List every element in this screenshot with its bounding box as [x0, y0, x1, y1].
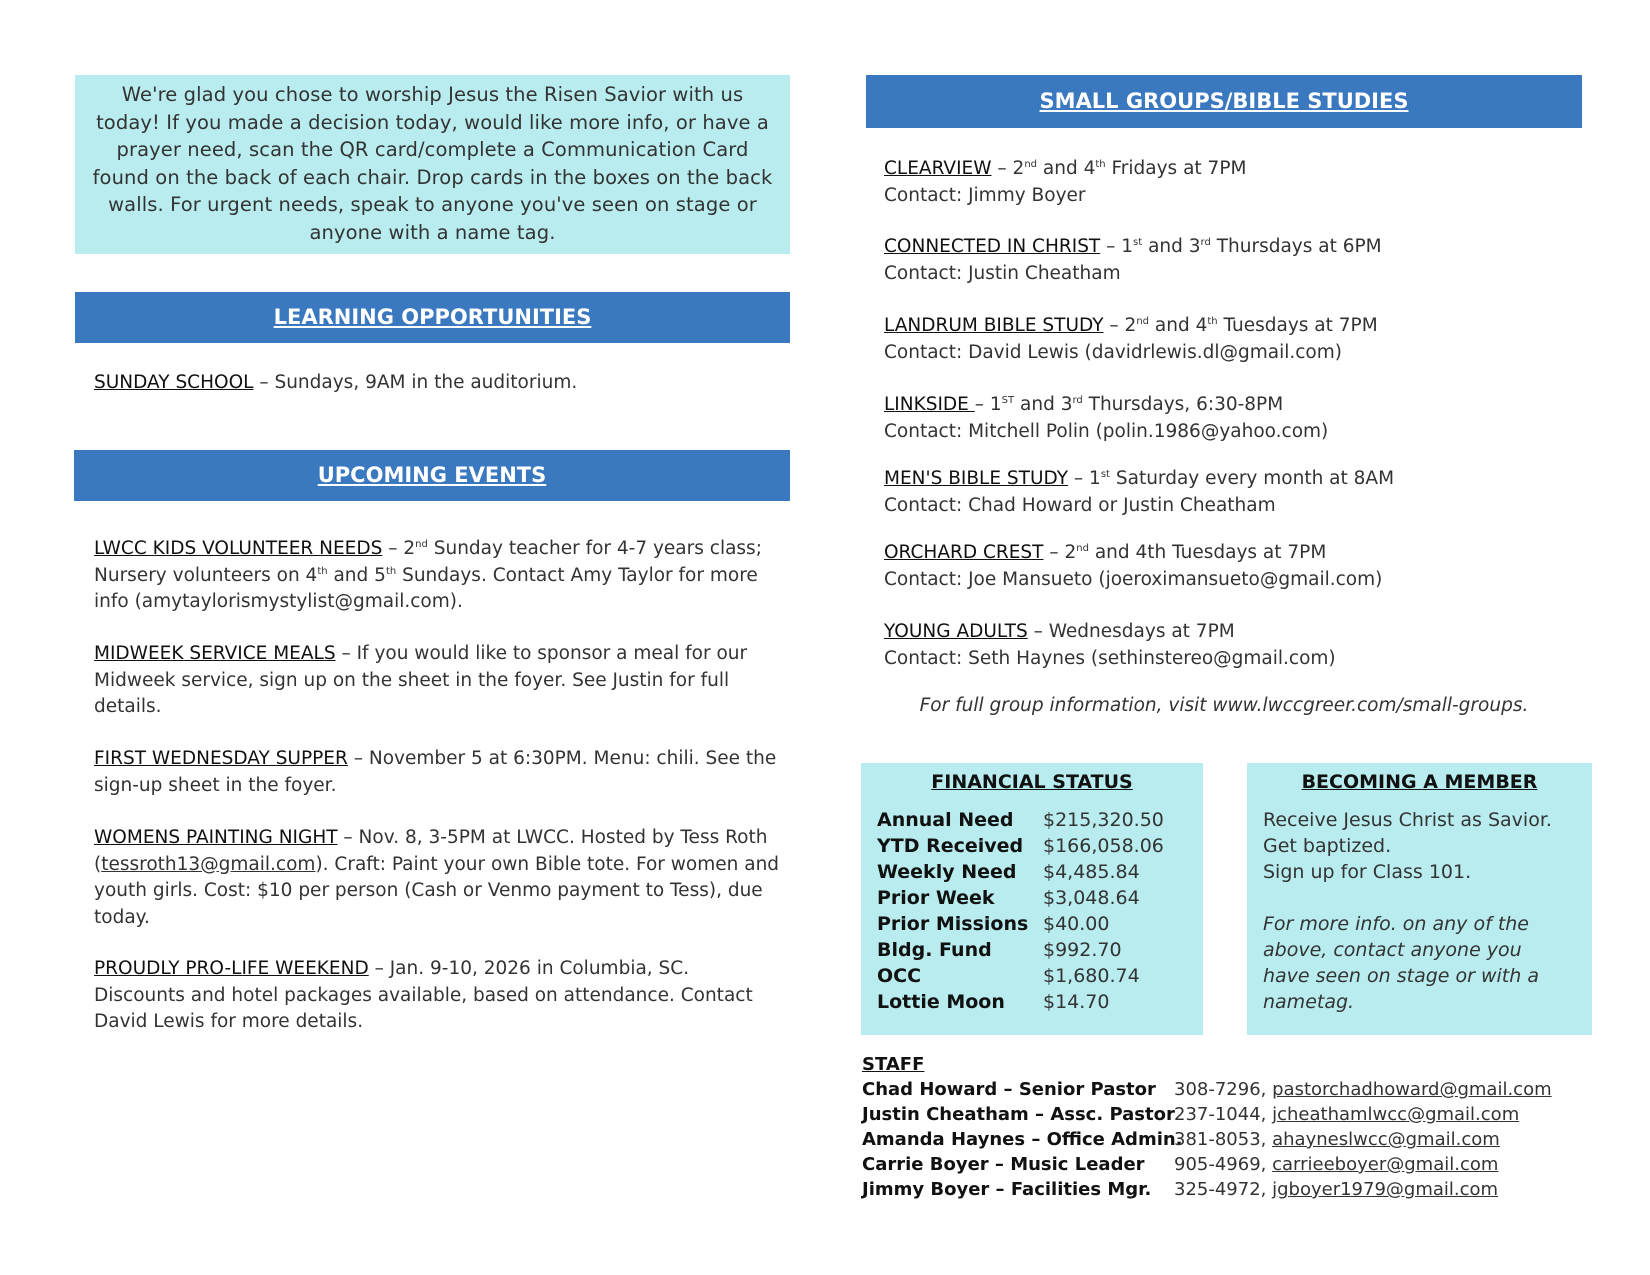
financial-table [877, 807, 1203, 1015]
group-young-adults: YOUNG ADULTS – Wednesdays at 7PM Contact: Seth Haynes (sethinstereo@gmail.com) [884, 619, 1584, 672]
email-link[interactable]: ahayneslwcc@gmail.com [1272, 1129, 1500, 1150]
financial-row: OCC $1,680.74 [877, 965, 1140, 987]
group-title: YOUNG ADULTS [884, 621, 1028, 642]
email-link[interactable]: tessroth13@gmail.com [101, 853, 316, 875]
group-title: CONNECTED IN CHRIST [884, 236, 1101, 257]
becoming-member-title: BECOMING A MEMBER [1301, 771, 1538, 793]
group-title: CLEARVIEW [884, 158, 992, 179]
financial-row: Bldg. Fund $992.70 [877, 939, 1122, 961]
group-title: MEN'S BIBLE STUDY [884, 468, 1069, 489]
staff-row: Jimmy Boyer – Facilities Mgr. 325-4972, jgboyer1979@gmail.com [862, 1179, 1499, 1200]
event-title: FIRST WEDNESDAY SUPPER [94, 748, 348, 769]
email-link[interactable]: pastorchadhoward@gmail.com [1272, 1079, 1552, 1100]
group-contact: Contact: Justin Cheatham [884, 262, 1121, 284]
staff-row: Carrie Boyer – Music Leader 905-4969, carrieeboyer@gmail.com [862, 1154, 1499, 1175]
small-groups-header: SMALL GROUPS/BIBLE STUDIES [866, 75, 1582, 128]
financial-row: Prior Missions $40.00 [877, 913, 1110, 935]
group-linkside: LINKSIDE – 1ST and 3rd Thursdays, 6:30-8PM Contact: Mitchell Polin (polin.1986@yahoo.com) [884, 392, 1584, 445]
member-note: For more info. on any of the above, contact anyone you have seen on stage or with a nametag. [1263, 913, 1539, 1013]
member-step: Receive Jesus Christ as Savior. [1263, 809, 1552, 831]
group-contact: Contact: David Lewis (davidrlewis.dl@gmail.com) [884, 341, 1342, 363]
event-painting-night: WOMENS PAINTING NIGHT – Nov. 8, 3-5PM at LWCC. Hosted by Tess Roth (tessroth13@gmail.com). Craft: Paint your own Bible tote. For women and youth girls. Cost: $10 per person (Cash or Venmo payment to Tess), due today. [94, 827, 780, 928]
group-contact: Contact: Chad Howard or Justin Cheatham [884, 494, 1276, 516]
member-step: Get baptized. [1263, 835, 1392, 857]
financial-status-box [861, 763, 1203, 1035]
financial-row: Annual Need $215,320.50 [877, 809, 1164, 831]
event-wednesday-supper: FIRST WEDNESDAY SUPPER – November 5 at 6:30PM. Menu: chili. See the sign-up sheet in the foyer. [94, 748, 777, 796]
staff-row: Amanda Haynes – Office Admin. 381-8053, ahayneslwcc@gmail.com [862, 1129, 1500, 1150]
group-contact: Contact: Joe Mansueto (joeroximansueto@gmail.com) [884, 568, 1383, 590]
event-kids-volunteer: LWCC KIDS VOLUNTEER NEEDS – 2nd Sunday teacher for 4-7 years class; Nursery volunteers on 4th and 5th Sundays. Contact Amy Taylor for more info (amytaylorismystylist@gmail.com). [94, 538, 762, 612]
group-mens-bible-study: MEN'S BIBLE STUDY – 1st Saturday every month at 8AM Contact: Chad Howard or Justin Cheatham [884, 466, 1584, 519]
member-step: Sign up for Class 101. [1263, 861, 1472, 883]
group-title: LINKSIDE [884, 394, 975, 415]
financial-row: Weekly Need $4,485.84 [877, 861, 1140, 883]
group-contact: Contact: Seth Haynes (sethinstereo@gmail.com) [884, 647, 1336, 669]
event-title: PROUDLY PRO-LIFE WEEKEND [94, 958, 369, 979]
group-clearview: CLEARVIEW – 2nd and 4th Fridays at 7PM Contact: Jimmy Boyer [884, 156, 1584, 209]
group-title: LANDRUM BIBLE STUDY [884, 315, 1104, 336]
email-link[interactable]: jgboyer1979@gmail.com [1272, 1179, 1499, 1200]
staff-section [862, 1052, 1592, 1202]
staff-title: STAFF [862, 1054, 925, 1075]
email-link[interactable]: jcheathamlwcc@gmail.com [1272, 1104, 1520, 1125]
event-title: WOMENS PAINTING NIGHT [94, 827, 338, 848]
group-title: ORCHARD CREST [884, 542, 1044, 563]
upcoming-events-header: UPCOMING EVENTS [74, 450, 790, 501]
financial-row: Prior Week $3,048.64 [877, 887, 1140, 909]
group-orchard-crest: ORCHARD CREST – 2nd and 4th Tuesdays at 7PM Contact: Joe Mansueto (joeroximansueto@gmail.com) [884, 540, 1584, 593]
welcome-box [75, 75, 790, 254]
event-midweek-meals: MIDWEEK SERVICE MEALS – If you would like to sponsor a meal for our Midweek service, sign up on the sheet in the foyer. See Justin for full details. [94, 643, 748, 717]
group-contact: Contact: Mitchell Polin (polin.1986@yahoo.com) [884, 420, 1329, 442]
staff-row: Justin Cheatham – Assc. Pastor 237-1044, jcheathamlwcc@gmail.com [862, 1104, 1520, 1125]
group-contact: Contact: Jimmy Boyer [884, 184, 1086, 206]
email-link[interactable]: carrieeboyer@gmail.com [1272, 1154, 1499, 1175]
sunday-school-title: SUNDAY SCHOOL [94, 372, 254, 393]
learning-opportunities-header: LEARNING OPPORTUNITIES [75, 292, 790, 343]
event-title: LWCC KIDS VOLUNTEER NEEDS [94, 538, 383, 559]
event-title: MIDWEEK SERVICE MEALS [94, 643, 336, 664]
sunday-school-entry: SUNDAY SCHOOL – Sundays, 9AM in the auditorium. [94, 372, 578, 393]
financial-row: YTD Received $166,058.06 [877, 835, 1164, 857]
welcome-text: We're glad you chose to worship Jesus the Risen Savior with us today! If you made a decision today, would like more info, or have a prayer need, scan the QR card/complete a Communication Card found on the back of each chair. Drop cards in the boxes on the back walls. For urgent needs, speak to anyone you've seen on stage or anyone with a name tag. [92, 83, 773, 244]
event-pro-life-weekend: PROUDLY PRO-LIFE WEEKEND – Jan. 9-10, 2026 in Columbia, SC. Discounts and hotel packages available, based on attendance. Contact David Lewis for more details. [94, 958, 753, 1032]
staff-row: Chad Howard – Senior Pastor 308-7296, pastorchadhoward@gmail.com [862, 1079, 1552, 1100]
small-groups-footer: For full group information, visit www.lwccgreer.com/small-groups. [919, 695, 1529, 716]
group-connected-in-christ: CONNECTED IN CHRIST – 1st and 3rd Thursdays at 6PM Contact: Justin Cheatham [884, 234, 1584, 287]
financial-row: Lottie Moon $14.70 [877, 991, 1110, 1013]
becoming-member-box [1247, 763, 1592, 1035]
group-landrum-bible-study: LANDRUM BIBLE STUDY – 2nd and 4th Tuesdays at 7PM Contact: David Lewis (davidrlewis.dl@gmail.com) [884, 313, 1584, 366]
financial-status-title: FINANCIAL STATUS [931, 771, 1133, 793]
